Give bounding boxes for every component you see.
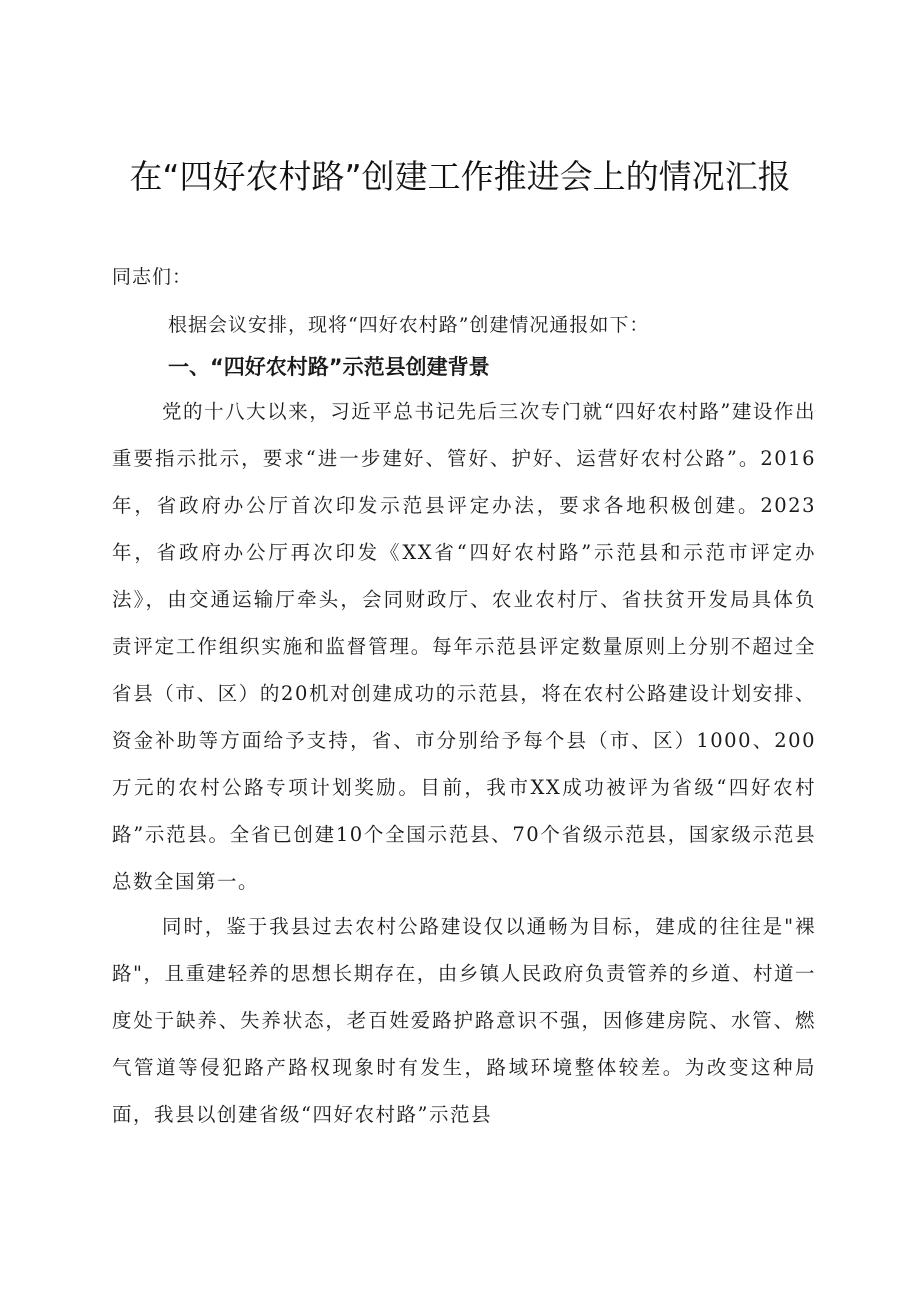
salutation: 同志们： [112,266,193,288]
body-paragraph-2: 同时，鉴于我县过去农村公路建设仅以通畅为目标，建成的往往是"裸路"，且重建轻养的思想长期存在，由乡镇人民政府负责管养的乡道、村道一度处于缺养、失养状态，老百姓爱路护路意识不强，因修建房院、水管、燃气管道等侵犯路产路权现象时有发生，路域环境整体较差。为改变这种局面，我县以创建省级“四好农村路”示范县 [112,915,816,1126]
intro-paragraph: 根据会议安排，现将“四好农村路”创建情况通报如下： [168,314,650,336]
body-paragraph-1: 党的十八大以来，习近平总书记先后三次专门就“四好农村路”建设作出重要指示批示，要求“进一步建好、管好、护好、运营好农村公路”。2016年，省政府办公厅首次印发示范县评定办法，要求各地积极创建。2023年，省政府办公厅再次印发《XX省“四好农村路”示范县和示范市评定办法》，由交通运输厅牵头，会同财政厅、农业农村厅、省扶贫开发局具体负责评定工作组织实施和监督管理。每年示范县评定数量原则上分别不超过全省县（市、区）的20机对创建成功的示范县，将在农村公路建设计划安排、资金补助等方面给予支持，省、市分别给予每个县（市、区）1000、200万元的农村公路专项计划奖励。目前，我市XX成功被评为省级“四好农村路”示范县。全省已创建10个全国示范县、70个省级示范县，国家级示范县总数全国第一。 [112,400,816,893]
section-heading: 一、“四好农村路”示范县创建背景 [168,355,490,379]
document-title: 在“四好农村路”创建工作推进会上的情况汇报 [129,157,791,196]
